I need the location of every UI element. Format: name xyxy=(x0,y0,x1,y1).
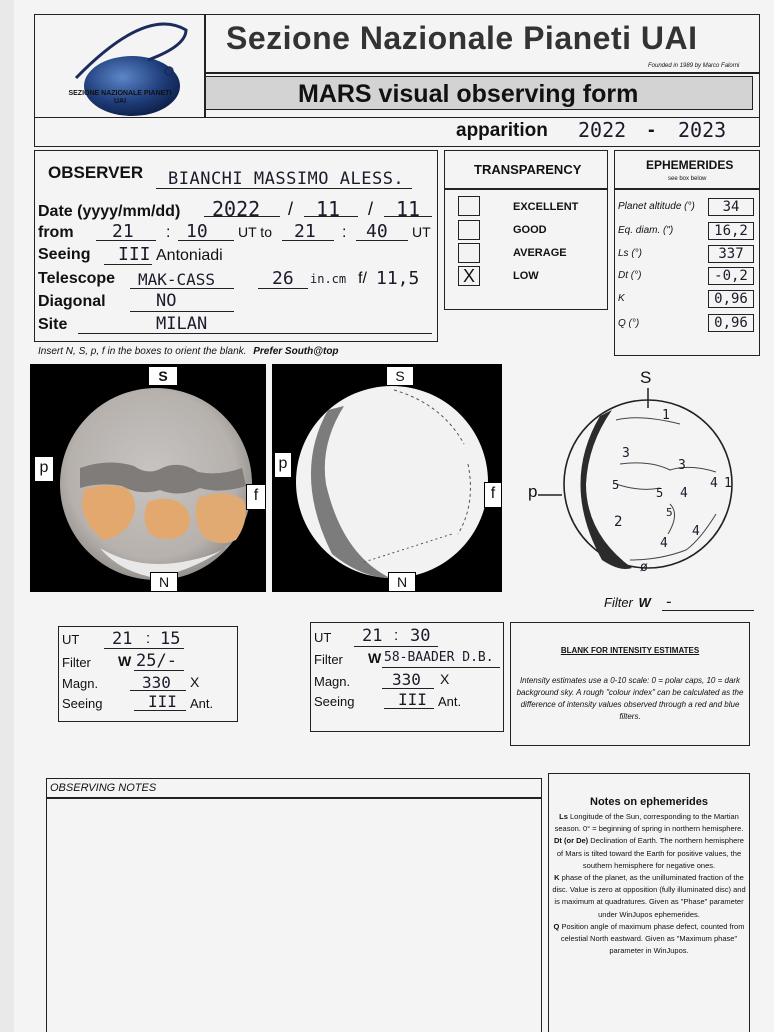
sketch-num: 5 xyxy=(656,486,664,500)
obs2-magn-unit: X xyxy=(440,671,450,687)
obs2-seeing-unit: Ant. xyxy=(438,694,462,709)
sketch-filter-w: W xyxy=(638,595,651,610)
transparency-checkbox-average[interactable] xyxy=(458,243,480,263)
obs2-magn-value[interactable]: 330 xyxy=(392,670,421,689)
sketch-num: 1 xyxy=(724,476,732,491)
eph-ls-label: Ls (°) xyxy=(618,248,642,259)
form-title: MARS visual observing form xyxy=(298,80,639,108)
sketch-filter-value[interactable]: - xyxy=(664,592,674,611)
note-dt-key: Dt (or De) xyxy=(554,836,589,846)
eph-k-label: K xyxy=(618,293,625,304)
sketch-num: 5 xyxy=(666,506,673,519)
seeing-value[interactable]: III xyxy=(118,244,151,265)
transparency-good-label: GOOD xyxy=(513,224,547,236)
obs1-seeing-value[interactable]: III xyxy=(148,692,177,711)
note-dt-text: Declination of Earth. The northern hemisphere of Mars is tilted toward the Earth for positive values, the southern hemisphere for negative ones. xyxy=(556,836,744,870)
aperture-unit: in.cm xyxy=(310,272,347,286)
eph-ls-value[interactable]: 337 xyxy=(708,245,754,263)
from-colon: : xyxy=(166,224,171,241)
mars-blank-disc xyxy=(272,364,502,592)
ephemerides-notes-text xyxy=(552,811,746,957)
transparency-checkbox-good[interactable] xyxy=(458,220,480,240)
ut-to-label: UT to xyxy=(238,224,272,240)
note-q-text: Position angle of maximum phase defect, counted from celestial North eastward. Given as "Maximum phase" parameter in WinJupos. xyxy=(560,921,745,956)
prefer-south-note: Prefer South@top xyxy=(253,346,339,357)
eph-dt-label: Dt (°) xyxy=(618,270,642,281)
ut-label: UT xyxy=(412,224,431,240)
observing-notes-box[interactable] xyxy=(46,778,542,1032)
founded-note: Founded in 1989 by Marco Falorni xyxy=(648,63,740,69)
drawing2-left-label[interactable]: p xyxy=(274,452,292,478)
sketch-num: 4 xyxy=(692,524,700,539)
eph-dt-value[interactable]: -0,2 xyxy=(708,267,754,285)
telescope-label: Telescope xyxy=(38,270,116,287)
drawing2-right-label[interactable]: f xyxy=(484,482,502,508)
to-minute[interactable]: 40 xyxy=(366,221,388,242)
site-value[interactable]: MILAN xyxy=(156,314,208,334)
orient-instructions: Insert N, S, p, f in the boxes to orient the blank. xyxy=(38,346,247,357)
drawing1-right-label[interactable]: f xyxy=(246,484,266,510)
sketch-num: 1 xyxy=(662,408,670,423)
transparency-checkbox-low[interactable]: X xyxy=(458,266,480,286)
eph-k-value[interactable]: 0,96 xyxy=(708,290,754,308)
mars-drawing-blank[interactable] xyxy=(272,364,502,592)
mars-intensity-sketch[interactable] xyxy=(520,364,760,592)
date-label: Date (yyyy/mm/dd) xyxy=(38,203,181,220)
obs2-ut-hour[interactable]: 21 xyxy=(362,626,383,646)
obs2-seeing-label: Seeing xyxy=(314,694,355,709)
date-sep-1: / xyxy=(288,199,294,219)
from-hour[interactable]: 21 xyxy=(112,221,134,242)
sketch-left-label: p xyxy=(528,482,538,501)
transparency-excellent-label: EXCELLENT xyxy=(513,201,579,213)
intensity-text: Intensity estimates use a 0-10 scale: 0 = polar caps, 10 = dark background sky. A rough "colour index" can be calculated as the difference of intensity values observed through a red and blue filters. xyxy=(516,676,744,721)
site-label: Site xyxy=(38,316,68,333)
obs2-ut-colon: : xyxy=(394,627,399,644)
eph-q-label: Q (°) xyxy=(618,318,640,329)
eph-altitude-value[interactable]: 34 xyxy=(708,198,754,216)
transparency-average-label: AVERAGE xyxy=(513,247,567,259)
obs2-ut-minute[interactable]: 30 xyxy=(410,626,431,646)
obs1-seeing-unit: Ant. xyxy=(190,696,214,711)
obs2-magn-label: Magn. xyxy=(314,674,351,689)
eph-q-value[interactable]: 0,96 xyxy=(708,314,754,332)
obs2-ut-label: UT xyxy=(314,630,332,645)
sketch-num: 4 xyxy=(660,536,668,551)
date-day[interactable]: 11 xyxy=(396,197,421,221)
ephemerides-note: see box below xyxy=(668,176,707,182)
obs1-ut-minute[interactable]: 15 xyxy=(160,629,181,649)
sketch-num: 2 xyxy=(614,514,623,530)
obs1-magn-unit: X xyxy=(190,674,200,690)
eph-diam-value[interactable]: 16,2 xyxy=(708,222,754,240)
date-sep-2: / xyxy=(368,199,374,219)
note-k-text: phase of the planet, as the unilluminated fraction of the disc. Value is zero at opposition (fully illuminated disc) and is maximum at quadratures. Given as "Phase" parameter under WinJupos ephemerides. xyxy=(552,873,746,919)
obs2-filter-label: Filter xyxy=(314,652,343,667)
apparition-dash: - xyxy=(648,119,655,141)
apparition-start[interactable]: 2022 xyxy=(578,118,627,142)
sketch-num: 5 xyxy=(612,478,620,492)
sketch-filter-label: Filter xyxy=(604,595,633,610)
obs1-filter-label: Filter xyxy=(62,655,91,670)
obs2-filter-value[interactable]: 58-BAADER D.B. xyxy=(384,650,494,665)
ephemerides-notes-title: Notes on ephemerides xyxy=(590,796,708,808)
obs1-ut-label: UT xyxy=(62,632,80,647)
focal-value[interactable]: 11,5 xyxy=(376,268,420,289)
note-q-key: Q xyxy=(553,921,560,931)
eph-diam-label: Eq. diam. (") xyxy=(618,225,674,236)
sketch-num: 3 xyxy=(622,446,630,461)
note-k-key: K xyxy=(554,873,560,883)
obs1-magn-value[interactable]: 330 xyxy=(142,673,171,692)
obs1-magn-label: Magn. xyxy=(62,676,99,691)
from-label: from xyxy=(38,224,74,241)
page-title: Sezione Nazionale Pianeti UAI xyxy=(226,20,698,56)
observing-notes-title: OBSERVING NOTES xyxy=(50,782,157,794)
drawing2-bottom-label[interactable]: N xyxy=(388,572,416,592)
telescope-value[interactable]: MAK-CASS xyxy=(138,270,216,289)
diagonal-label: Diagonal xyxy=(38,293,106,310)
seeing-label: Seeing xyxy=(38,246,91,263)
intensity-title: BLANK FOR INTENSITY ESTIMATES xyxy=(560,646,700,655)
obs1-filter-w: W xyxy=(118,653,132,669)
drawing2-top-label[interactable]: S xyxy=(386,366,414,386)
obs1-seeing-label: Seeing xyxy=(62,696,103,711)
obs1-filter-value[interactable]: 25/- xyxy=(136,651,177,671)
transparency-low-label: LOW xyxy=(513,270,539,282)
from-minute[interactable]: 10 xyxy=(186,221,208,242)
sketch-num: 4 xyxy=(680,486,688,501)
drawing1-top-label[interactable]: S xyxy=(148,366,178,386)
aperture-value[interactable]: 26 xyxy=(272,268,294,289)
to-colon: : xyxy=(342,224,347,241)
sketch-num: 3 xyxy=(678,458,686,473)
obs2-seeing-value[interactable]: III xyxy=(398,690,427,709)
focal-label: f/ xyxy=(358,270,367,287)
transparency-checkbox-excellent[interactable] xyxy=(458,196,480,216)
date-month[interactable]: 11 xyxy=(316,197,341,221)
apparition-end[interactable]: 2023 xyxy=(678,118,727,142)
ephemerides-title: EPHEMERIDES xyxy=(646,158,734,172)
obs1-ut-hour[interactable]: 21 xyxy=(112,629,133,649)
transparency-title: TRANSPARENCY xyxy=(474,162,582,177)
logo-text-line2: UAI xyxy=(113,98,127,105)
logo-text-line1: SEZIONE NAZIONALE PIANETI xyxy=(68,90,172,97)
sketch-num: ø xyxy=(640,560,648,575)
observer-label: OBSERVER xyxy=(48,163,144,182)
note-ls-text: Longitude of the Sun, corresponding to the Martian season. 0° = beginning of spring in northern hemisphere. xyxy=(554,812,744,834)
drawing1-left-label[interactable]: p xyxy=(34,456,54,482)
eph-altitude-label: Planet altitude (°) xyxy=(618,201,695,212)
date-year[interactable]: 2022 xyxy=(212,197,261,221)
mars-color-disc xyxy=(30,364,266,592)
to-hour[interactable]: 21 xyxy=(294,221,316,242)
sketch-num: 4 xyxy=(710,476,718,491)
note-ls-key: Ls xyxy=(559,812,568,821)
observer-value[interactable]: BIANCHI MASSIMO ALESS. xyxy=(168,169,405,189)
drawing1-bottom-label[interactable]: N xyxy=(150,572,178,592)
sketch-top-label: S xyxy=(640,368,652,387)
obs1-ut-colon: : xyxy=(146,630,151,647)
diagonal-value[interactable]: NO xyxy=(156,291,177,311)
apparition-label: apparition xyxy=(456,120,548,141)
mars-drawing-color[interactable] xyxy=(30,364,266,592)
obs2-filter-w: W xyxy=(368,650,382,666)
seeing-scale: Antoniadi xyxy=(156,247,223,264)
